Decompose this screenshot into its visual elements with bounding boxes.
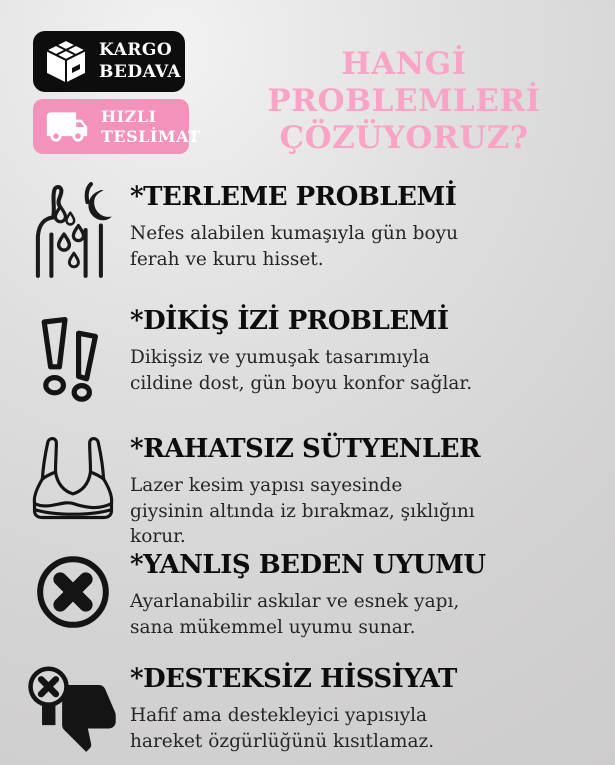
free-shipping-label: KARGO BEDAVA (99, 40, 182, 82)
free-shipping-badge (33, 31, 185, 92)
section-heading: *DESTEKSİZ HİSSİYAT (130, 664, 457, 694)
section-heading: *YANLIŞ BEDEN UYUMU (130, 550, 486, 580)
package-box-icon (41, 37, 91, 87)
thumbs-down-icon (24, 662, 122, 762)
section-body: Dikişsiz ve yumuşak tasarımıyla cildine dost, gün boyu konfor sağlar. (130, 347, 473, 394)
page-title: HANGİ PROBLEMLERİ ÇÖZÜYORUZ? (267, 46, 541, 157)
section-heading: *TERLEME PROBLEMİ (130, 182, 457, 212)
section-heading: *RAHATSIZ SÜTYENLER (130, 434, 481, 464)
section-body: Lazer kesim yapısı sayesinde giysinin altında iz bırakmaz, şıklığını korur. (130, 475, 475, 548)
section-body: Ayarlanabilir askılar ve esnek yapı, sana mükemmel uyumu sunar. (130, 591, 460, 638)
exclamation-marks-icon (24, 306, 122, 410)
section-uncomfortable-bras (0, 422, 615, 546)
section-wrong-size-fit (0, 546, 615, 656)
sweating-person-icon (24, 180, 122, 280)
x-circle-icon (24, 552, 122, 632)
section-unsupported-feel (0, 656, 615, 765)
section-sweating-problem (0, 176, 615, 294)
delivery-truck-icon (41, 105, 93, 149)
section-body: Hafif ama destekleyici yapısıyla hareket özgürlüğünü kısıtlamaz. (130, 705, 435, 752)
section-stitch-mark-problem (0, 294, 615, 422)
section-heading: *DİKİŞ İZİ PROBLEMİ (130, 306, 449, 336)
fast-delivery-badge (33, 99, 201, 154)
fast-delivery-label: HIZLI TESLİMAT (101, 106, 201, 146)
problem-sections (0, 176, 615, 765)
bra-icon (24, 432, 122, 526)
section-body: Nefes alabilen kumaşıyla gün boyu ferah ve kuru hisset. (130, 223, 458, 270)
